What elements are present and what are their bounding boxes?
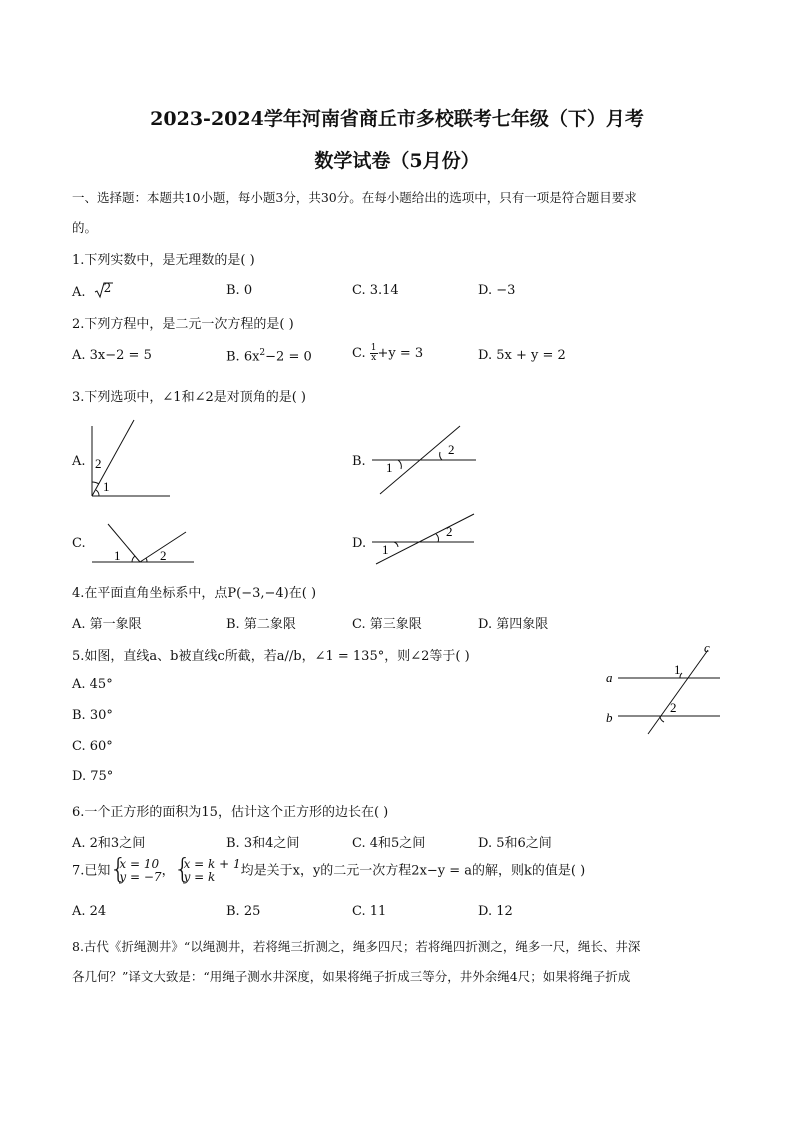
line-c-label: c	[704, 640, 710, 655]
question-3-figure-b	[370, 424, 482, 496]
sqrt-radicand: 2	[103, 281, 112, 295]
angle-1-label: 1	[386, 460, 393, 475]
question-7-option-d: D. 12	[478, 904, 513, 919]
option-label: A.	[72, 285, 86, 300]
title-line-1: 2023-2024学年河南省商丘市多校联考七年级（下）月考	[150, 108, 644, 130]
title-line-2: 数学试卷（5月份）	[314, 150, 480, 172]
equation-system-1	[110, 858, 161, 884]
system-2-line-1: { x = k + 1	[183, 857, 241, 871]
question-3-figure-c	[90, 520, 198, 568]
question-5-option-b: B. 30°	[72, 708, 113, 723]
section-instructions-line2: 的。	[72, 220, 98, 235]
question-6-option-b: B. 3和4之间	[226, 836, 300, 851]
comma: ，	[161, 863, 175, 879]
system-2-line-2: y = k	[183, 870, 216, 884]
question-7-option-c: C. 11	[352, 904, 387, 919]
question-3-option-d-label: D.	[352, 536, 367, 551]
question-5-option-d: D. 75°	[72, 769, 114, 784]
option-b-rest: −2 = 0	[265, 349, 312, 365]
question-7-stem	[72, 858, 585, 884]
question-3-option-a-label: A.	[72, 454, 86, 469]
fraction	[370, 344, 378, 363]
question-6-option-c: C. 4和5之间	[352, 836, 426, 851]
question-4-option-c: C. 第三象限	[352, 617, 422, 632]
question-6-option-a: A. 2和3之间	[72, 836, 146, 851]
question-1-option-a	[72, 281, 114, 300]
sqrt-icon	[94, 281, 114, 300]
system-1-line-2: y = −7	[119, 870, 162, 884]
angle-1-label: 1	[382, 542, 389, 557]
question-7-option-a: A. 24	[72, 904, 107, 919]
question-3-figure-a	[84, 418, 174, 500]
angle-2-label: 2	[446, 524, 453, 539]
angle-2-label: 2	[448, 442, 455, 457]
angle-2-label: 2	[670, 700, 677, 715]
question-8-line-2: 各几何？”译文大致是：“用绳子测水井深度，如果将绳子折成三等分，井外余绳4尺；如果将绳子折成	[72, 969, 631, 984]
angle-1-label: 1	[674, 662, 681, 677]
question-1-stem: 1.下列实数中，是无理数的是( )	[72, 253, 255, 268]
question-2-option-c	[352, 344, 423, 363]
angle-1-label: 1	[114, 548, 121, 563]
question-3-option-b-label: B.	[352, 454, 366, 469]
question-1-option-c: C. 3.14	[352, 283, 399, 298]
line-a-label: a	[606, 670, 613, 685]
question-4-option-b: B. 第二象限	[226, 617, 296, 632]
angle-2-label: 2	[95, 456, 102, 471]
equation-system-2	[175, 858, 241, 884]
section-instructions-line1: 一、选择题：本题共10小题，每小题3分，共30分。在每小题给出的选项中，只有一项是符合题目要求	[72, 190, 637, 205]
question-2-option-a: A. 3x−2 = 5	[72, 348, 152, 363]
question-6-option-d: D. 5和6之间	[478, 836, 552, 851]
question-8-line-1: 8.古代《折绳测井》“以绳测井，若将绳三折测之，绳多四尺；若将绳四折测之，绳多一尺，绳长、井深	[72, 939, 641, 954]
angle-1-label: 1	[103, 479, 110, 494]
question-5-figure	[600, 640, 730, 736]
question-1-option-b: B. 0	[226, 283, 253, 298]
angle-2-label: 2	[160, 548, 167, 563]
question-2-option-d: D. 5x + y = 2	[478, 348, 566, 363]
question-1-option-d: D. −3	[478, 283, 516, 298]
question-5-option-a: A. 45°	[72, 677, 113, 692]
exponent: 2	[259, 348, 266, 358]
option-c-rest: +y = 3	[377, 346, 424, 361]
question-7-suffix: 均是关于x，y的二元一次方程2x−y = a的解，则k的值是( )	[240, 863, 586, 879]
question-3-option-c-label: C.	[72, 536, 86, 551]
question-5-stem: 5.如图，直线a、b被直线c所截，若a//b，∠1 = 135°，则∠2等于( )	[72, 649, 470, 664]
denominator: x	[371, 353, 377, 363]
question-2-stem: 2.下列方程中，是二元一次方程的是( )	[72, 317, 294, 332]
system-1-line-1: { x = 10	[119, 857, 160, 871]
question-5-option-c: C. 60°	[72, 739, 113, 754]
option-label: C.	[352, 346, 366, 361]
option-b-text: B. 6x	[226, 349, 260, 365]
question-4-option-a: A. 第一象限	[72, 617, 142, 632]
question-3-figure-d	[370, 512, 482, 568]
question-4-option-d: D. 第四象限	[478, 617, 549, 632]
question-7-prefix: 7.已知	[72, 863, 111, 879]
question-4-stem: 4.在平面直角坐标系中，点P(−3,−4)在( )	[72, 586, 317, 601]
question-6-stem: 6.一个正方形的面积为15，估计这个正方形的边长在( )	[72, 805, 389, 820]
question-3-stem: 3.下列选项中，∠1和∠2是对顶角的是( )	[72, 390, 307, 405]
question-2-option-b	[226, 348, 312, 364]
numerator: 1	[370, 343, 377, 353]
line-b-label: b	[606, 710, 613, 725]
question-7-option-b: B. 25	[226, 904, 261, 919]
